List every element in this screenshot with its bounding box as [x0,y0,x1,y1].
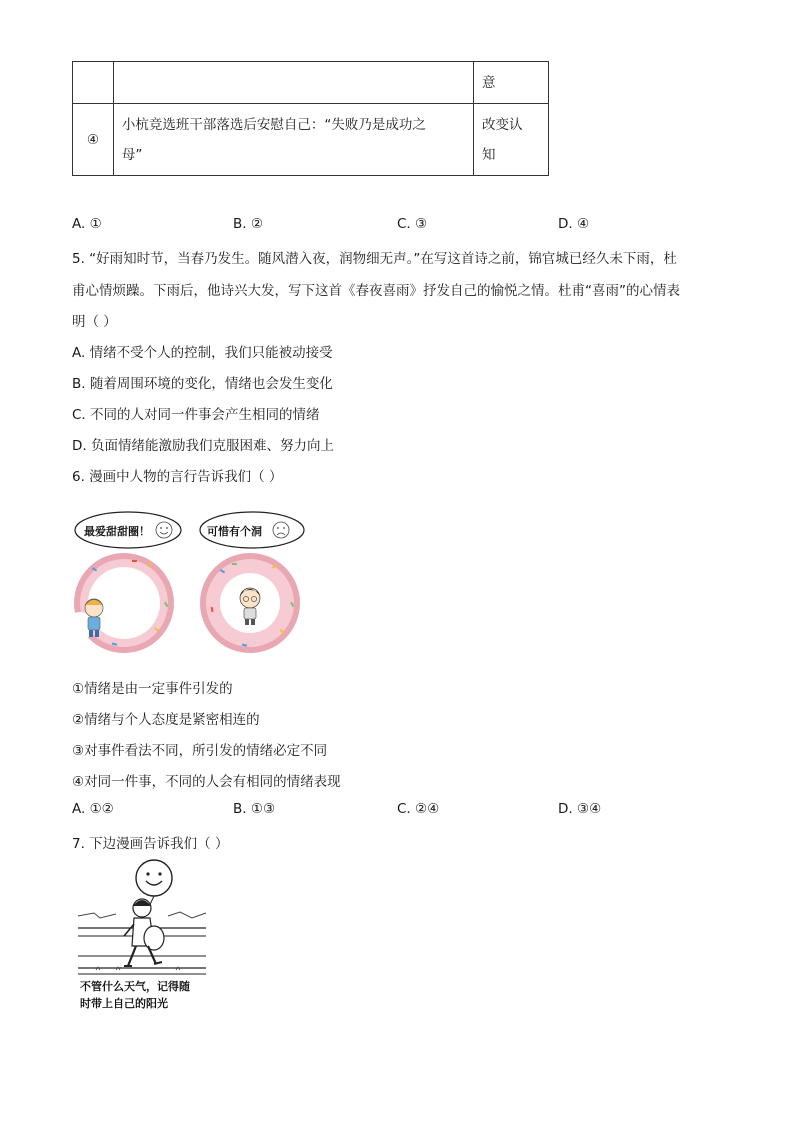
q6-statement-3: ③对事件看法不同，所引发的情绪必定不同 [72,743,328,759]
q6-option-d[interactable]: D. ③④ [558,801,602,817]
comic-caption-line-2: 时带上自己的阳光 [80,997,168,1010]
table-cell-number: ④ [73,104,114,176]
speech-bubble-right [200,512,304,548]
q6-statement-4: ④对同一件事，不同的人会有相同的情绪表现 [72,774,341,790]
table-cell-method: 意 [474,62,549,104]
question-4-table [72,61,549,176]
q4-option-b[interactable]: B. ② [233,216,263,232]
speech-bubble-left [75,512,181,548]
table-cell-method [474,104,549,176]
q6-option-a[interactable]: A. ①② [72,801,114,817]
q5-stem-line: 甫心情烦躁。下雨后，他诗兴大发，写下这首《春夜喜雨》抒发自己的愉悦之情。杜甫“喜雨”的心情表 [72,283,680,299]
q5-stem-line: 明（ ） [72,314,117,330]
table-cell-content-line: 小杭竞选班干部落选后安慰自己：“失败乃是成功之 [121,116,426,133]
table-cell-number [73,62,114,104]
comic-caption-line-1: 不管什么天气，记得随 [80,980,190,993]
table-cell-content [113,104,473,176]
q5-option-a[interactable]: A. 情绪不受个人的控制，我们只能被动接受 [72,345,333,361]
sad-face-icon [273,522,289,538]
table-cell-method-line: 知 [482,146,496,163]
q5-stem-line: 5. “好雨知时节，当春乃发生。随风潜入夜，润物细无声。”在写这首诗之前，锦官城已经久未下雨，杜 [72,251,677,267]
q6-statement-1: ①情绪是由一定事件引发的 [72,681,233,697]
q4-option-c[interactable]: C. ③ [397,216,428,232]
speech-bubble-left-text: 最爱甜甜圈！ [84,525,150,538]
q5-option-b[interactable]: B. 随着周围环境的变化，情绪也会发生变化 [72,376,333,392]
q5-option-d[interactable]: D. 负面情绪能激励我们克服困难、努力向上 [72,438,334,454]
q6-option-b[interactable]: B. ①③ [233,801,276,817]
sunshine-comic-image [76,858,208,1014]
smiley-face-icon [156,522,172,538]
donut-left [72,553,174,653]
donut-right [200,553,300,653]
q4-option-d[interactable]: D. ④ [558,216,590,232]
q6-option-c[interactable]: C. ②④ [397,801,440,817]
speech-bubble-right-text: 可惜有个洞 [207,525,262,538]
table-cell-content-line: 母” [121,146,143,163]
table-row [73,62,549,104]
table-cell-content [113,62,473,104]
q6-stem: 6. 漫画中人物的言行告诉我们（ ） [72,469,283,485]
q5-option-c[interactable]: C. 不同的人对同一件事会产生相同的情绪 [72,407,320,423]
q6-statement-2: ②情绪与个人态度是紧密相连的 [72,712,260,728]
q4-option-a[interactable]: A. ① [72,216,102,232]
table-row [73,104,549,176]
donut-comic-image [72,508,312,663]
table-cell-method-line: 改变认 [482,116,523,133]
q7-stem: 7. 下边漫画告诉我们（ ） [72,836,229,852]
